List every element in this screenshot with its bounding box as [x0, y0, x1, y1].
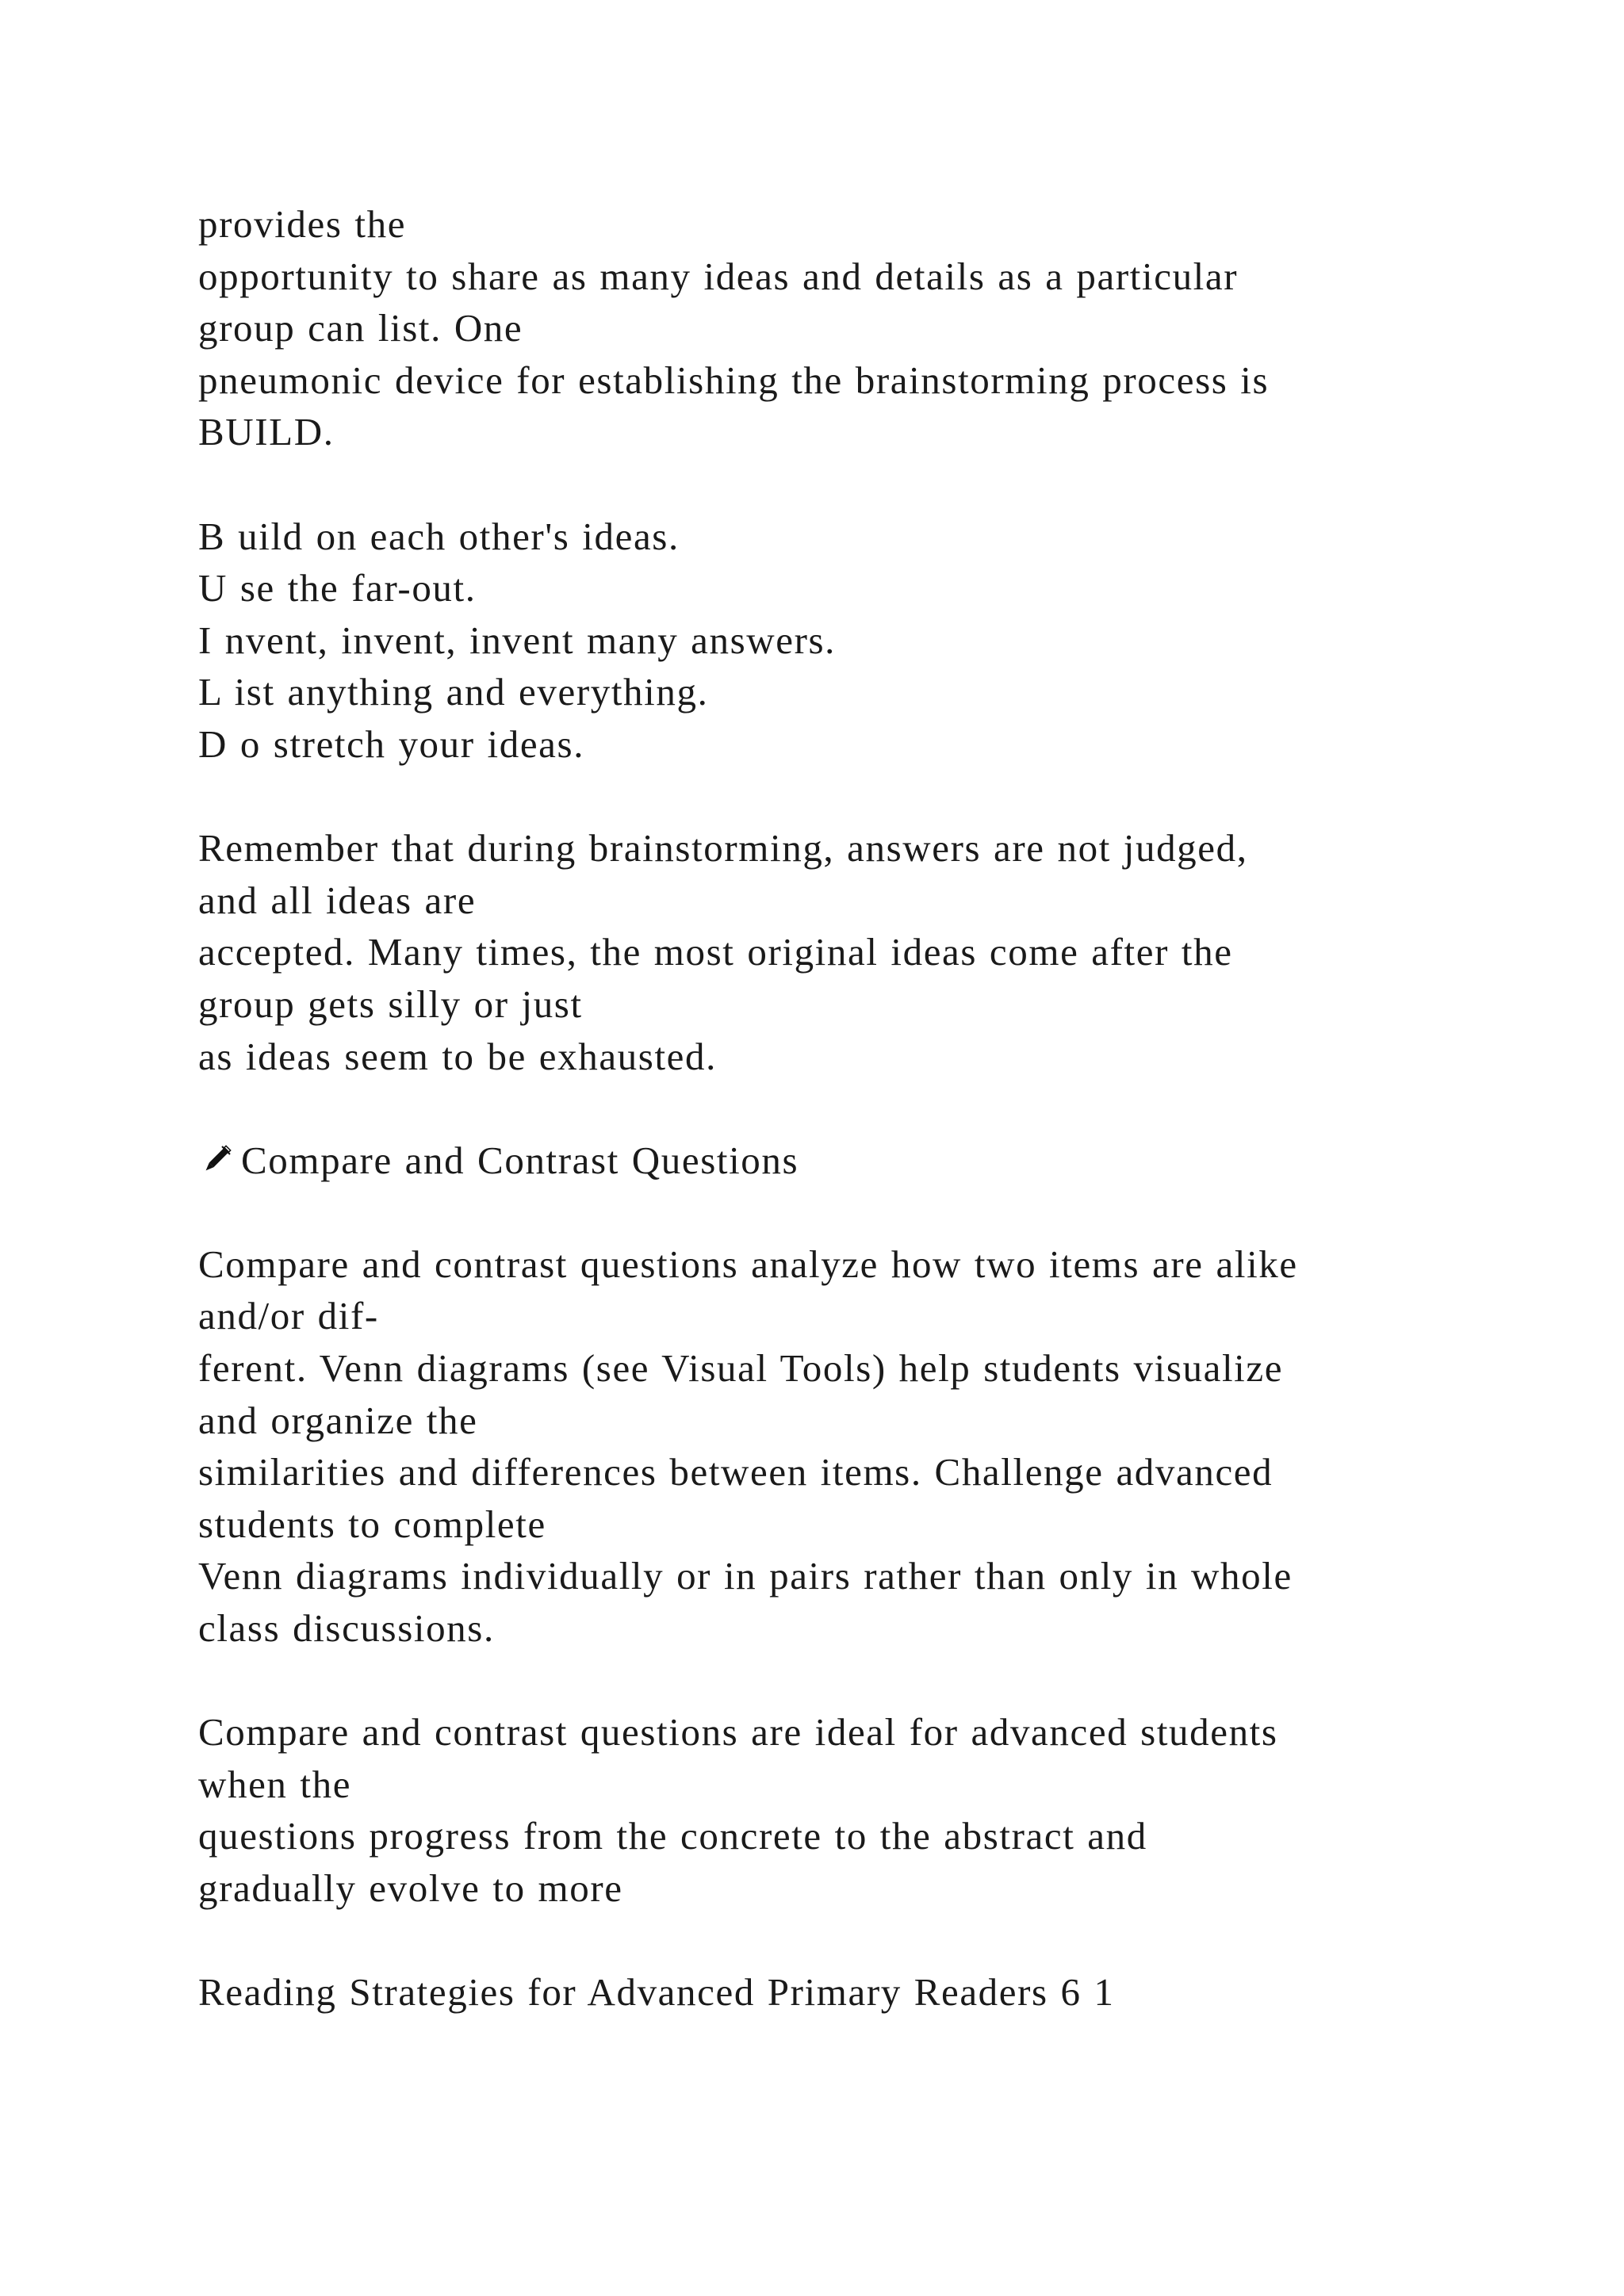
page-footer: Reading Strategies for Advanced Primary Readers 6 1 [198, 1970, 1115, 2015]
list-item: I nvent, invent, invent many answers. [198, 618, 837, 662]
text-line: pneumonic device for establishing the brainstorming process is [198, 358, 1270, 402]
text-line: similarities and differences between items. Challenge advanced [198, 1450, 1274, 1494]
text-line: gradually evolve to more [198, 1866, 623, 1910]
document-page [198, 198, 1467, 2019]
section-heading [198, 1135, 1467, 1187]
pencil-icon [198, 1139, 235, 1176]
blank-line [198, 458, 1467, 511]
text-line: Venn diagrams individually or in pairs rather than only in whole [198, 1554, 1293, 1598]
text-line: Compare and contrast questions are ideal for advanced students [198, 1710, 1278, 1755]
text-line: opportunity to share as many ideas and details as a particular [198, 254, 1239, 298]
text-line: ferent. Venn diagrams (see Visual Tools) help students visualize [198, 1346, 1284, 1391]
text-line: as ideas seem to be exhausted. [198, 1034, 717, 1078]
text-line: and organize the [198, 1398, 478, 1442]
list-item: B uild on each other's ideas. [198, 514, 680, 558]
text-line: Compare and contrast questions analyze how two items are alike [198, 1242, 1298, 1286]
text-line: BUILD. [198, 410, 335, 454]
blank-line [198, 1655, 1467, 1707]
blank-line [198, 1082, 1467, 1135]
text-line: questions progress from the concrete to the abstract and [198, 1814, 1147, 1858]
build-list [198, 511, 1467, 771]
blank-line [198, 771, 1467, 823]
blank-line [198, 1186, 1467, 1238]
text-line: group can list. One [198, 306, 523, 350]
list-item: L ist anything and everything. [198, 670, 709, 714]
paragraph-ideal [198, 1706, 1467, 1914]
text-line: class discussions. [198, 1606, 495, 1651]
text-line: accepted. Many times, the most original ideas come after the [198, 930, 1233, 974]
text-line: and/or dif- [198, 1294, 379, 1338]
text-line: Remember that during brainstorming, answers are not judged, [198, 826, 1248, 871]
list-item: U se the far-out. [198, 566, 477, 610]
text-line: when the [198, 1762, 352, 1806]
blank-line [198, 1915, 1467, 1967]
text-line: provides the [198, 202, 407, 246]
list-item: D o stretch your ideas. [198, 721, 585, 766]
paragraph-intro [198, 198, 1467, 458]
text-line: and all ideas are [198, 878, 477, 922]
text-line: students to complete [198, 1502, 546, 1546]
paragraph-compare [198, 1238, 1467, 1655]
text-line: group gets silly or just [198, 982, 583, 1026]
paragraph-remember [198, 822, 1467, 1082]
section-heading-text: Compare and Contrast Questions [241, 1138, 799, 1182]
